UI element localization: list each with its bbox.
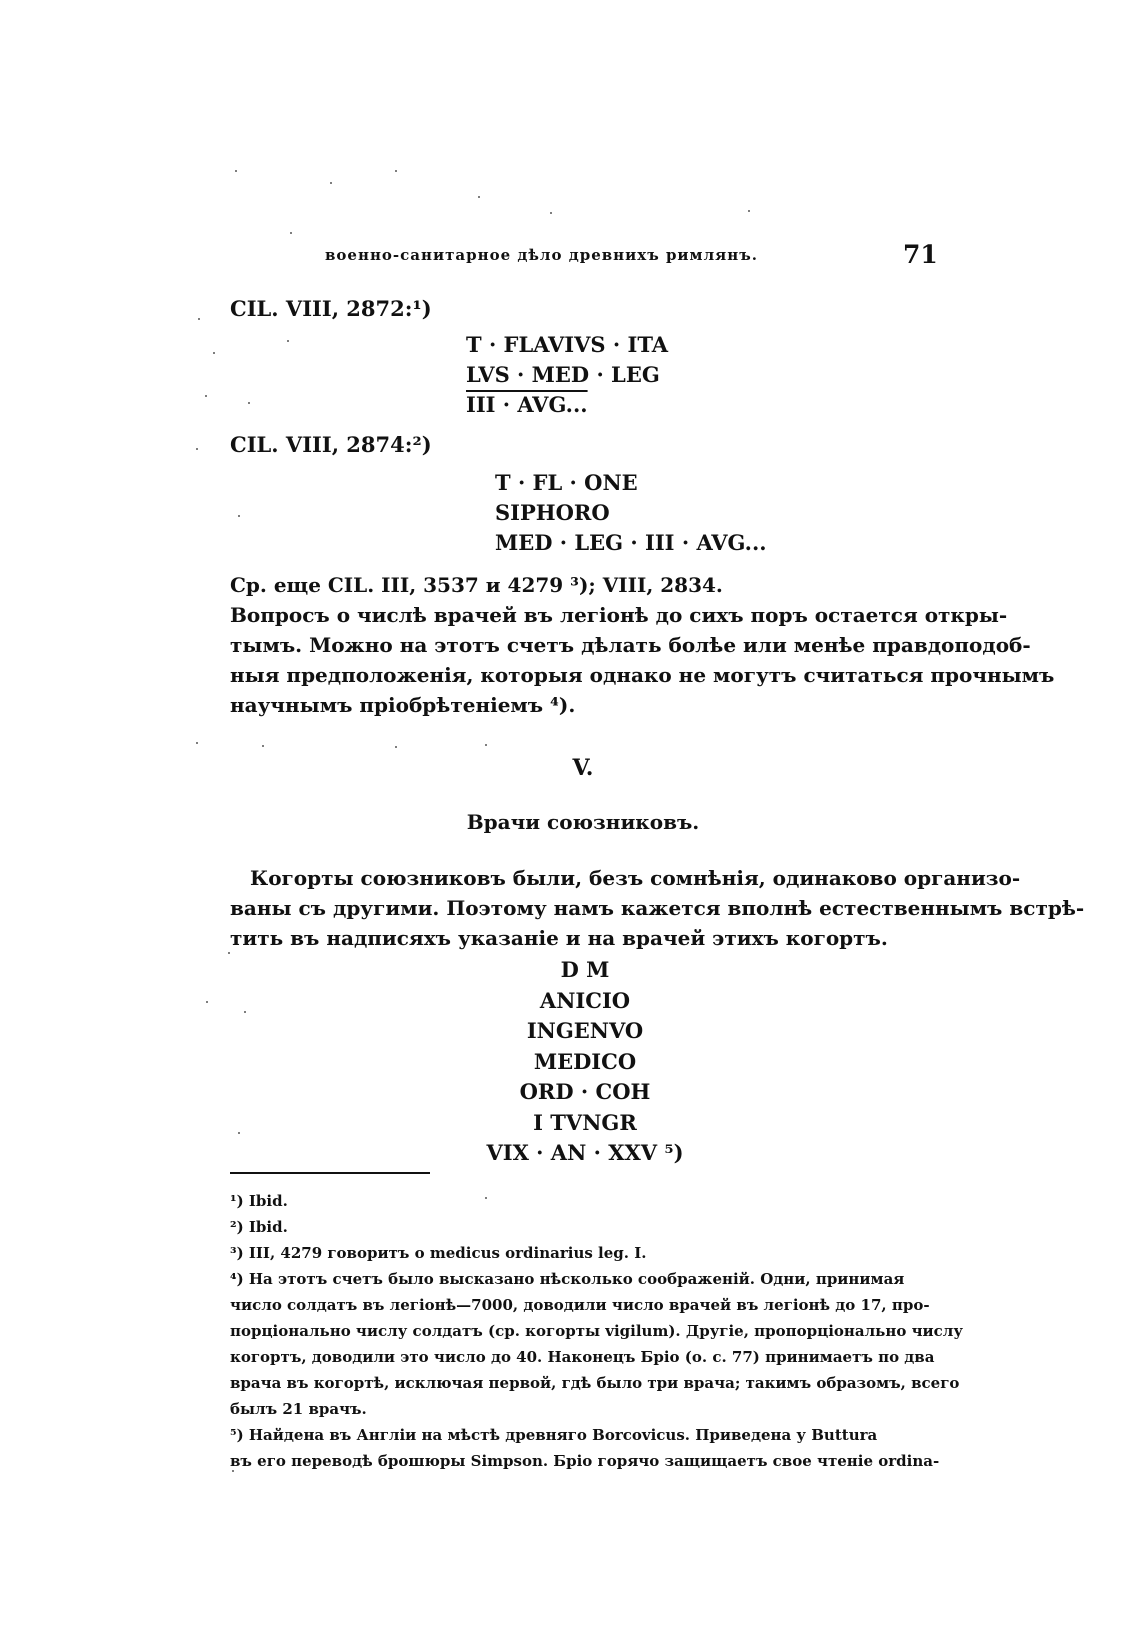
- footnote-3: ³) III, 4279 говоритъ о medicus ordinarius leg. I.: [230, 1244, 647, 1262]
- inscription-2872: [466, 330, 668, 420]
- text-line: Вопросъ о числѣ врачей въ легіонѣ до сихъ поръ остается откры-: [230, 603, 1008, 627]
- inscription-line: ANICIO: [539, 987, 631, 1013]
- footnote-4-line: число солдатъ въ легіонѣ—7000, доводили число врачей въ легіонѣ до 17, про-: [230, 1296, 930, 1314]
- paragraph-legion-doctors: [230, 600, 1055, 720]
- page-number: 71: [903, 240, 938, 269]
- footnotes: [230, 1188, 963, 1474]
- section-title: Врачи союзниковъ.: [466, 810, 700, 834]
- footnote-4-line: ⁴) На этотъ счетъ было высказано нѣсколько соображеній. Одни, принимая: [230, 1270, 905, 1288]
- inscription-line: SIPHORO: [495, 500, 610, 525]
- cil-reference-2872: CIL. VIII, 2872:¹): [230, 296, 432, 321]
- inscription-line: ORD · COH: [519, 1079, 651, 1104]
- inscription-line: T · FL · ONE: [495, 470, 638, 495]
- running-head: военно-санитарное дѣло древнихъ римлянъ.: [325, 246, 758, 264]
- inscription-line: LVS · MED · LEG: [466, 362, 660, 387]
- inscription-line: D M: [560, 957, 610, 982]
- text-line: научнымъ пріобрѣтеніемъ ⁴).: [230, 693, 576, 717]
- footnote-separator: [230, 1172, 430, 1174]
- inscription-anicius: [430, 955, 740, 1169]
- footnote-5-line: ⁵) Найдена въ Англіи на мѣстѣ древняго Borcovicus. Приведена у Buttura: [230, 1426, 878, 1444]
- inscription-line: MED · LEG · III · AVG...: [495, 530, 767, 555]
- text-line: Когорты союзниковъ были, безъ сомнѣнія, одинаково организо-: [250, 866, 1021, 890]
- compare-line: Ср. еще CIL. III, 3537 и 4279 ³); VIII, 2834.: [230, 573, 723, 597]
- footnote-4-line: порціонально числу солдатъ (ср. когорты vigilum). Другіе, пропорціонально числу: [230, 1322, 963, 1340]
- footnote-4-line: когортъ, доводили это число до 40. Наконецъ Бріо (о. с. 77) принимаетъ по два: [230, 1348, 935, 1366]
- footnote-1: ¹) Ibid.: [230, 1192, 288, 1210]
- text-line: ныя предположенія, которыя однако не могутъ считаться прочнымъ: [230, 663, 1055, 687]
- footnote-5-line: въ его переводѣ брошюры Simpson. Бріо горячо защищаетъ свое чтеніе ordina-: [230, 1452, 940, 1470]
- section-number: V.: [572, 755, 594, 781]
- footnote-4-line: врача въ когортѣ, исключая первой, гдѣ было три врача; такимъ образомъ, всего: [230, 1374, 960, 1392]
- footnote-4-line: былъ 21 врачъ.: [230, 1400, 367, 1418]
- cil-reference-2874: CIL. VIII, 2874:²): [230, 432, 432, 457]
- text-line: тить въ надписяхъ указаніе и на врачей этихъ когортъ.: [230, 926, 888, 950]
- inscription-line: T · FLAVIVS · ITA: [466, 332, 669, 357]
- inscription-2874: [495, 468, 767, 558]
- text-line: тымъ. Можно на этотъ счетъ дѣлать болѣе или менѣе правдоподоб-: [230, 633, 1031, 657]
- inscription-line: III · AVG...: [466, 392, 588, 417]
- footnote-2: ²) Ibid.: [230, 1218, 288, 1236]
- inscription-line: MEDICO: [533, 1048, 637, 1074]
- inscription-line: VIX · AN · XXV ⁵): [486, 1140, 684, 1165]
- inscription-line: I TVNGR: [533, 1109, 637, 1135]
- inscription-line: INGENVO: [526, 1018, 644, 1043]
- paragraph-allied-cohorts: [230, 863, 1085, 953]
- text-line: ваны съ другими. Поэтому намъ кажется вполнѣ естественнымъ встрѣ-: [230, 896, 1085, 920]
